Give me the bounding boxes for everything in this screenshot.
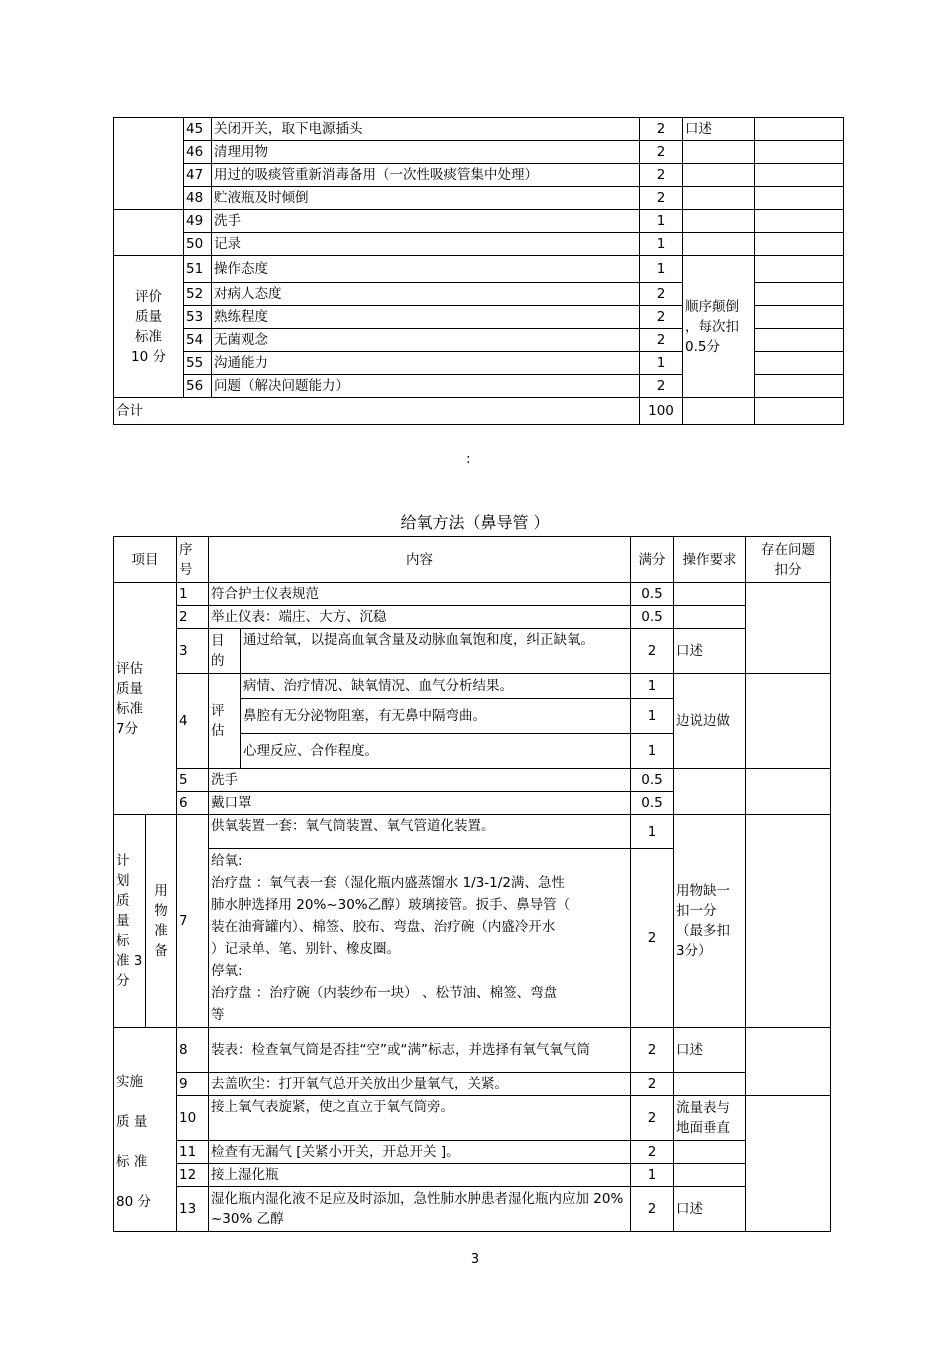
row-score: 1 (631, 815, 674, 849)
row-number: 4 (177, 674, 209, 769)
deduction-cell (746, 1096, 831, 1232)
row-score: 2 (631, 1096, 674, 1141)
requirement-cell (674, 1073, 746, 1096)
requirement-cell (674, 769, 746, 815)
row-content: 戴口罩 (209, 792, 631, 815)
row-score: 1 (631, 734, 674, 769)
table-row (114, 164, 844, 187)
row-score: 1 (631, 674, 674, 699)
table-row (114, 815, 831, 849)
table-row (114, 629, 831, 674)
row-content: 鼻腔有无分泌物阻塞，有无鼻中隔弯曲。 (241, 699, 631, 734)
requirement-cell (674, 1164, 746, 1187)
requirement-cell (683, 141, 755, 164)
table-row (114, 1141, 831, 1164)
deduction-cell (746, 1028, 831, 1096)
row-number: 6 (177, 792, 209, 815)
requirement-cell (674, 583, 746, 606)
row-number: 11 (177, 1141, 209, 1164)
row-number: 48 (184, 187, 212, 210)
requirement-cell (683, 398, 755, 425)
sub-label-assess: 评 估 (209, 674, 241, 769)
row-number: 50 (184, 233, 212, 256)
row-score: 2 (631, 1028, 674, 1073)
section-title: 给氧方法（鼻导管 ） (400, 513, 550, 532)
row-content: 接上氧气表旋紧，使之直立于氧气筒旁。 (209, 1096, 631, 1141)
separator-colon: : (466, 451, 471, 467)
eval-requirement: 顺序颠倒 ，每次扣 0.5分 (683, 256, 755, 398)
row-number: 55 (184, 352, 212, 375)
row-score: 2 (631, 1073, 674, 1096)
row-content: 记录 (212, 233, 640, 256)
row-number: 49 (184, 210, 212, 233)
row-number: 13 (177, 1187, 209, 1232)
row-score: 2 (640, 329, 683, 352)
row-content: 熟练程度 (212, 306, 640, 329)
row-content: 检查有无漏气 [关紧小开关，开总开关 ]。 (209, 1141, 631, 1164)
deduction-cell (755, 141, 844, 164)
row-score: 1 (640, 256, 683, 283)
impl-section-label: 实施 质 量 标 准 80 分 (114, 1028, 177, 1232)
table-row (114, 1187, 831, 1232)
row-score: 2 (631, 629, 674, 674)
row-content: 病情、治疗情况、缺氧情况、血气分析结果。 (241, 674, 631, 699)
deduction-cell (755, 256, 844, 283)
row-number: 46 (184, 141, 212, 164)
table-row (114, 1028, 831, 1073)
header-deduction: 存在问题 扣分 (746, 537, 831, 583)
deduction-cell (755, 210, 844, 233)
row-content: 操作态度 (212, 256, 640, 283)
row-content: 对病人态度 (212, 283, 640, 306)
plan-section-label: 计 划 质 量 标 准 3 分 (114, 815, 146, 1028)
row-content: 关闭开关，取下电源插头 (212, 118, 640, 141)
row-score: 1 (640, 233, 683, 256)
table-row (114, 674, 831, 699)
row-number: 9 (177, 1073, 209, 1096)
sub-label-purpose: 目 的 (209, 629, 241, 674)
row-score: 1 (631, 1164, 674, 1187)
total-row (114, 398, 844, 425)
row-content: 心理反应、合作程度。 (241, 734, 631, 769)
row-number: 1 (177, 583, 209, 606)
table-row (114, 210, 844, 233)
row-requirement: 口述 (683, 118, 755, 141)
row-score: 0.5 (631, 606, 674, 629)
table-row (114, 606, 831, 629)
row-content: 贮液瓶及时倾倒 (212, 187, 640, 210)
row-content: 无菌观念 (212, 329, 640, 352)
deduction-cell (755, 187, 844, 210)
row-score: 0.5 (631, 792, 674, 815)
row-requirement: 口述 (674, 629, 746, 674)
requirement-cell (683, 164, 755, 187)
section-cell (114, 210, 184, 256)
row-score: 2 (631, 1187, 674, 1232)
row-score: 2 (640, 306, 683, 329)
row-content: 供氧装置一套：氧气筒装置、氧气管道化装置。 (209, 815, 631, 849)
deduction-cell (755, 375, 844, 398)
deduction-cell (746, 674, 831, 769)
row-number: 3 (177, 629, 209, 674)
row-number: 8 (177, 1028, 209, 1073)
deduction-cell (755, 283, 844, 306)
table-row (114, 187, 844, 210)
header-requirement: 操作要求 (674, 537, 746, 583)
header-no: 序 号 (177, 537, 209, 583)
deduction-cell (755, 398, 844, 425)
row-score: 2 (640, 375, 683, 398)
row-score: 0.5 (631, 583, 674, 606)
row-content: 接上湿化瓶 (209, 1164, 631, 1187)
row-score: 2 (640, 118, 683, 141)
row-number: 7 (177, 815, 209, 1028)
row-number: 2 (177, 606, 209, 629)
deduction-cell (746, 815, 831, 1028)
row-requirement: 边说边做 (674, 674, 746, 769)
row-score: 2 (640, 187, 683, 210)
supplies-list: 给氧: 治疗盘 ：氧气表一套（湿化瓶内盛蒸馏水 1/3-1/2满、急性 肺水肿选择用 20%~30%乙醇）玻璃接管。扳手、鼻导管（ 装在油膏罐内）、棉签、胶布、弯盘、治疗碗（内盛冷开水 ）记录单、笔、别针、橡皮圈。 停氧: 治疗盘 ：治疗碗（内装纱布一块） 、松节油、棉签、弯盘 等 (209, 849, 631, 1028)
row-content: 举止仪表：端庄、大方、沉稳 (209, 606, 631, 629)
table-row (114, 583, 831, 606)
requirement-cell (674, 1141, 746, 1164)
table-row (114, 1096, 831, 1141)
table-row (114, 256, 844, 283)
row-number: 56 (184, 375, 212, 398)
page-number: 3 (470, 1252, 480, 1267)
row-score: 2 (640, 141, 683, 164)
header-item: 项目 (114, 537, 177, 583)
total-label: 合计 (114, 398, 640, 425)
row-number: 54 (184, 329, 212, 352)
table-row (114, 118, 844, 141)
deduction-cell (755, 329, 844, 352)
deduction-cell (746, 769, 831, 815)
requirement-cell (674, 606, 746, 629)
row-score: 2 (640, 283, 683, 306)
row-content: 洗手 (209, 769, 631, 792)
row-content: 符合护士仪表规范 (209, 583, 631, 606)
header-content: 内容 (209, 537, 631, 583)
table-row (114, 233, 844, 256)
row-requirement: 流量表与地面垂直 (674, 1096, 746, 1141)
deduction-cell (746, 583, 831, 674)
deduction-cell (755, 306, 844, 329)
row-content: 问题（解决问题能力） (212, 375, 640, 398)
row-score: 2 (631, 1141, 674, 1164)
row-number: 5 (177, 769, 209, 792)
requirement-cell (683, 187, 755, 210)
row-content: 湿化瓶内湿化液不足应及时添加，急性肺水肿患者湿化瓶内应加 20%~30% 乙醇 (209, 1187, 631, 1232)
requirement-cell (683, 210, 755, 233)
assess-section-label: 评估 质量 标准 7分 (114, 583, 177, 815)
row-number: 47 (184, 164, 212, 187)
row-content: 清理用物 (212, 141, 640, 164)
row-score: 1 (640, 210, 683, 233)
row-requirement: 口述 (674, 1028, 746, 1073)
deduction-cell (755, 164, 844, 187)
row-score: 1 (640, 352, 683, 375)
table-row (114, 141, 844, 164)
deduction-cell (755, 352, 844, 375)
row-number: 10 (177, 1096, 209, 1141)
row-number: 52 (184, 283, 212, 306)
row-content: 去盖吹尘：打开氧气总开关放出少量氧气，关紧。 (209, 1073, 631, 1096)
row-score: 1 (631, 699, 674, 734)
table-row (114, 1164, 831, 1187)
row-score: 0.5 (631, 769, 674, 792)
row-score: 2 (640, 164, 683, 187)
table-row (114, 769, 831, 792)
row-number: 53 (184, 306, 212, 329)
row-content: 洗手 (212, 210, 640, 233)
row-number: 45 (184, 118, 212, 141)
row-number: 12 (177, 1164, 209, 1187)
row-score: 2 (631, 849, 674, 1028)
row-requirement: 口述 (674, 1187, 746, 1232)
header-score: 满分 (631, 537, 674, 583)
row-requirement: 用物缺一 扣一分 （最多扣 3分） (674, 815, 746, 1028)
total-score: 100 (640, 398, 683, 425)
table-row (114, 1073, 831, 1096)
prep-section-label: 用 物 准 备 (146, 815, 177, 1028)
scoring-table-continued (113, 117, 844, 425)
requirement-cell (683, 233, 755, 256)
row-content: 用过的吸痰管重新消毒备用（一次性吸痰管集中处理） (212, 164, 640, 187)
row-content: 通过给氧，以提高血氧含量及动脉血氧饱和度，纠正缺氧。 (241, 629, 631, 674)
deduction-cell (755, 233, 844, 256)
row-content: 沟通能力 (212, 352, 640, 375)
row-content: 装表：检查氧气筒是否挂“空”或“满”标志，并选择有氧气氧气筒 (209, 1028, 631, 1073)
deduction-cell (755, 118, 844, 141)
oxygen-therapy-table (113, 536, 831, 1232)
eval-section-label: 评价 质量 标准 10 分 (114, 256, 184, 398)
row-number: 51 (184, 256, 212, 283)
section-cell (114, 118, 184, 210)
header-row (114, 537, 831, 583)
